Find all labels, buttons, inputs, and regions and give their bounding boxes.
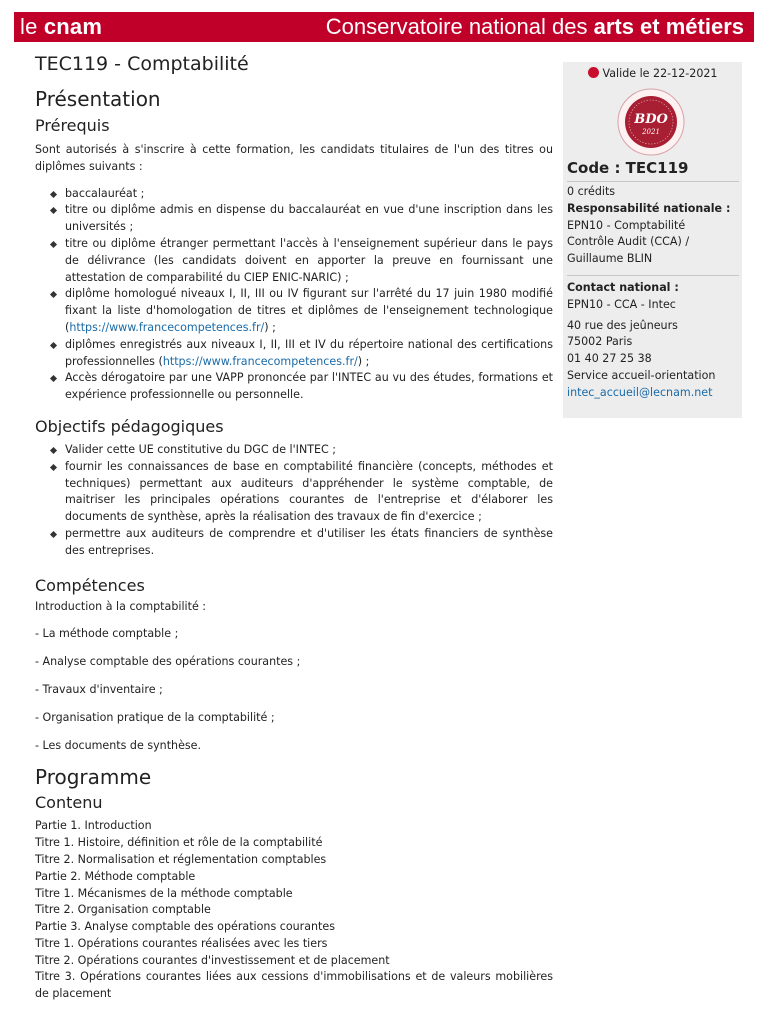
course-title: TEC119 - Comptabilité xyxy=(35,53,249,75)
contenu-heading: Contenu xyxy=(35,793,103,813)
prerequis-heading: Prérequis xyxy=(35,116,110,135)
institution-name xyxy=(326,13,744,41)
responsabilite-line: Contrôle Audit (CCA) / xyxy=(567,235,690,249)
programme-heading: Programme xyxy=(35,765,152,790)
contact-label: Contact national : xyxy=(567,281,679,294)
objectifs-list xyxy=(35,442,553,560)
list-item-text: Valider cette UE constitutive du DGC de l'INTEC ; xyxy=(65,442,337,456)
competence-line: - Analyse comptable des opérations courantes ; xyxy=(35,655,301,669)
sidebar-divider xyxy=(567,181,739,182)
competence-line: Introduction à la comptabilité : xyxy=(35,599,207,613)
contact-line: 75002 Paris xyxy=(567,335,633,349)
list-item xyxy=(65,526,553,560)
prerequis-intro: Sont autorisés à s'inscrire à cette formation, les candidats titulaires de l'un des titres ou diplômes suivants : xyxy=(35,143,553,173)
contact-line: EPN10 - CCA - Intec xyxy=(567,297,676,311)
list-item xyxy=(65,236,553,286)
competence-line: - La méthode comptable ; xyxy=(35,627,179,641)
bullet-icon xyxy=(50,207,57,214)
competence-line: - Organisation pratique de la comptabilité ; xyxy=(35,710,275,724)
list-item-text: permettre aux auditeurs de comprendre et d'utiliser les états financiers de synthèse des entreprises. xyxy=(65,526,553,557)
bdo-seal-icon xyxy=(615,86,687,158)
header-banner xyxy=(14,12,754,42)
competence-line: - Travaux d'inventaire ; xyxy=(35,682,163,696)
programme-line: Titre 2. Normalisation et réglementation comptables xyxy=(35,852,327,866)
responsabilite-label: Responsabilité nationale : xyxy=(567,201,731,215)
france-competences-link[interactable]: https://www.francecompetences.fr/ xyxy=(69,320,265,334)
cnam-logo[interactable] xyxy=(20,13,102,41)
bullet-icon xyxy=(50,447,57,454)
list-item xyxy=(65,202,553,236)
programme-line: Partie 1. Introduction xyxy=(35,819,152,833)
competences-heading: Compétences xyxy=(35,575,145,595)
list-item xyxy=(65,337,553,371)
contact-email-link[interactable]: intec_accueil@lecnam.net xyxy=(567,385,713,399)
list-item-text: titre ou diplôme admis en dispense du baccalauréat en vue d'une inscription dans les universités ; xyxy=(65,203,553,234)
sidebar-code: Code : TEC119 xyxy=(567,159,689,177)
contact-line: 01 40 27 25 38 xyxy=(567,352,652,366)
bullet-icon xyxy=(50,342,57,349)
programme-line: Partie 2. Méthode comptable xyxy=(35,869,196,883)
presentation-heading: Présentation xyxy=(35,87,161,111)
list-item-text: diplômes enregistrés aux niveaux I, II, III et IV du répertoire national des certifications professionnelles ( xyxy=(65,337,553,368)
validity-badge xyxy=(563,66,742,83)
seal-year: 2021 xyxy=(642,128,660,136)
programme-line: Partie 3. Analyse comptable des opérations courantes xyxy=(35,920,336,934)
list-item-text: ) ; xyxy=(264,320,276,334)
bullet-icon xyxy=(50,291,57,298)
validity-text: Valide le 22-12-2021 xyxy=(602,67,718,80)
sidebar-panel xyxy=(563,62,742,418)
sidebar-contact xyxy=(567,280,739,402)
prerequis-list xyxy=(35,186,553,404)
contact-line: 40 rue des jeûneurs xyxy=(567,318,678,332)
list-item-text: baccalauréat ; xyxy=(65,186,145,200)
programme-line: Titre 2. Organisation comptable xyxy=(35,903,211,917)
bullet-icon xyxy=(50,531,57,538)
list-item xyxy=(65,459,553,526)
programme-list xyxy=(35,818,553,1003)
programme-line: Titre 1. Opérations courantes réalisées avec les tiers xyxy=(35,936,328,950)
seal-text: BDO xyxy=(634,112,668,127)
competence-line: - Les documents de synthèse. xyxy=(35,738,202,752)
responsabilite-line: Guillaume BLIN xyxy=(567,252,653,266)
list-item-text: fournir les connaissances de base en comptabilité financière (concepts, méthodes et techniques) permettant aux auditeurs d'appréhender le système comptable, de maitriser les principales opérations courantes de l'entreprise et d'élaborer les documents de synthèse, après la réalisation des travaux de fin d'exercice ; xyxy=(65,459,553,524)
list-item xyxy=(65,186,553,203)
programme-line: Titre 2. Opérations courantes d'investissement et de placement xyxy=(35,953,390,967)
institution-plain: Conservatoire national des xyxy=(325,14,594,39)
responsabilite-line: EPN10 - Comptabilité xyxy=(567,218,686,232)
list-item-text: titre ou diplôme étranger permettant l'accès à l'enseignement supérieur dans le pays de délivrance (les candidats doivent en apporter la preuve en fournissant une attestation de comparabilité du CIEP ENIC-NARIC) ; xyxy=(65,236,553,284)
programme-line: Titre 3. Opérations courantes liées aux cessions d'immobilisations et de valeurs mobilières de placement xyxy=(35,970,553,1001)
bullet-icon xyxy=(50,241,57,248)
contact-line: Service accueil-orientation xyxy=(567,368,716,382)
institution-bold: arts et métiers xyxy=(593,14,744,39)
list-item-text: ) ; xyxy=(357,354,370,368)
france-competences-link[interactable]: https://www.francecompetences.fr/ xyxy=(162,354,358,368)
main-content xyxy=(35,50,553,1003)
list-item xyxy=(65,286,553,336)
list-item-text: diplôme homologué niveaux I, II, III ou IV figurant sur l'arrêté du 17 juin 1980 modifié fixant la liste d'homologation de titres et diplômes de l'enseignement technologique ( xyxy=(65,287,553,334)
programme-line: Titre 1. Histoire, définition et rôle de la comptabilité xyxy=(35,836,323,850)
bullet-icon xyxy=(50,375,57,382)
logo-light-text: le xyxy=(20,14,44,39)
logo-bold-text: cnam xyxy=(43,14,103,39)
sidebar-info xyxy=(567,184,739,268)
programme-line: Titre 1. Mécanismes de la méthode comptable xyxy=(35,886,293,900)
list-item-text: Accès dérogatoire par une VAPP prononcée par l'INTEC au vu des études, formations et expérience professionnelle ou personnelle. xyxy=(65,371,553,402)
objectifs-heading: Objectifs pédagogiques xyxy=(35,416,224,436)
bullet-icon xyxy=(50,464,57,471)
list-item xyxy=(65,442,553,459)
validity-dot-icon xyxy=(588,67,599,78)
sidebar-divider xyxy=(567,275,739,276)
competences-list xyxy=(35,599,553,755)
list-item xyxy=(65,370,553,404)
bullet-icon xyxy=(50,191,57,198)
credits: 0 crédits xyxy=(567,185,616,198)
